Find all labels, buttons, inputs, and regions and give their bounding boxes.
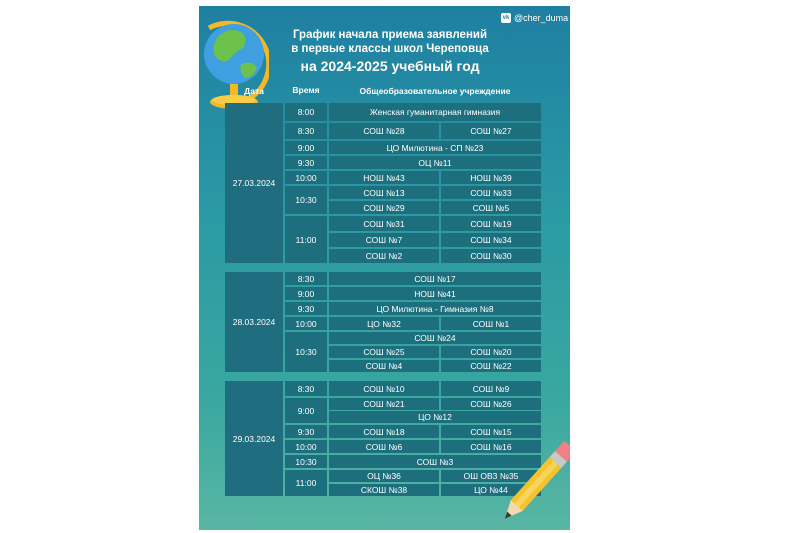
school-cell: СОШ №20 (441, 346, 541, 358)
school-cell: ЦО №44 (441, 484, 541, 496)
page-title (285, 28, 495, 75)
vk-icon: vk (502, 15, 510, 21)
school-cell: СОШ №6 (329, 440, 439, 453)
school-cell: СОШ №9 (441, 381, 541, 396)
time-cell: 10:30 (285, 186, 327, 214)
time-cell: 11:00 (285, 216, 327, 263)
school-cell: СОШ №7 (329, 233, 439, 247)
school-cell: СОШ №2 (329, 249, 439, 263)
school-cell: ОЦ №11 (329, 156, 541, 169)
school-cell: СОШ №22 (441, 360, 541, 372)
school-cell: СКОШ №38 (329, 484, 439, 496)
school-cell: СОШ №19 (441, 216, 541, 231)
time-cell: 9:00 (285, 287, 327, 300)
school-cell: СОШ №15 (441, 425, 541, 438)
time-cell: 10:00 (285, 171, 327, 184)
time-cell: 9:00 (285, 398, 327, 423)
time-cell: 9:30 (285, 156, 327, 169)
title-line-1: График начала приема заявлений (292, 29, 488, 41)
time-cell: 9:00 (285, 141, 327, 154)
school-cell: СОШ №4 (329, 360, 439, 372)
school-cell: ЦО Милютина - Гимназия №8 (329, 302, 541, 315)
globe-icon (199, 8, 269, 116)
school-cell: СОШ №25 (329, 346, 439, 358)
school-cell: ЦО №12 (329, 411, 541, 423)
time-cell: 8:30 (285, 272, 327, 285)
header-school: Общеобразовательное учреждение (359, 86, 511, 96)
school-cell: СОШ №33 (441, 186, 541, 199)
vk-handle-text: @cher_duma (514, 13, 569, 23)
school-cell: ЦО №32 (329, 317, 439, 330)
school-cell: ЦО Милютина - СП №23 (329, 141, 541, 154)
school-cell: СОШ №13 (329, 186, 439, 199)
school-cell: СОШ №34 (441, 233, 541, 247)
time-cell: 10:00 (285, 317, 327, 330)
school-cell: СОШ №28 (329, 123, 439, 139)
school-cell: СОШ №26 (441, 398, 541, 410)
schedule-poster (199, 6, 570, 530)
school-cell: СОШ №18 (329, 425, 439, 438)
school-cell: СОШ №29 (329, 201, 439, 214)
time-cell: 9:30 (285, 425, 327, 438)
date-cell: 29.03.2024 (225, 381, 283, 496)
time-cell: 11:00 (285, 470, 327, 496)
school-cell: НОШ №43 (329, 171, 439, 184)
school-cell: Женская гуманитарная гимназия (329, 103, 541, 121)
school-cell: СОШ №3 (329, 455, 541, 468)
title-line-3: на 2024-2025 учебный год (300, 58, 480, 74)
school-cell: СОШ №31 (329, 216, 439, 231)
school-cell: НОШ №39 (441, 171, 541, 184)
school-cell: СОШ №21 (329, 398, 439, 410)
title-line-2: в первые классы школ Череповца (291, 43, 489, 55)
school-cell: СОШ №5 (441, 201, 541, 214)
time-cell: 8:30 (285, 381, 327, 396)
school-cell: НОШ №41 (329, 287, 541, 300)
school-cell: СОШ №17 (329, 272, 541, 285)
school-cell: СОШ №1 (441, 317, 541, 330)
date-cell: 27.03.2024 (225, 103, 283, 263)
time-cell: 10:00 (285, 440, 327, 453)
school-cell: СОШ №24 (329, 332, 541, 344)
time-cell: 10:30 (285, 332, 327, 372)
pencil-icon (497, 438, 570, 530)
school-cell: СОШ №30 (441, 249, 541, 263)
school-cell: СОШ №10 (329, 381, 439, 396)
time-cell: 8:30 (285, 123, 327, 139)
vk-handle[interactable] (501, 13, 568, 23)
time-cell: 10:30 (285, 455, 327, 468)
time-cell: 9:30 (285, 302, 327, 315)
header-time: Время (292, 85, 320, 95)
date-cell: 28.03.2024 (225, 272, 283, 372)
school-cell: ОШ ОВЗ №35 (441, 470, 541, 482)
school-cell: СОШ №16 (441, 440, 541, 453)
school-cell: ОЦ №36 (329, 470, 439, 482)
header-date: Дата (244, 86, 264, 96)
school-cell: СОШ №27 (441, 123, 541, 139)
time-cell: 8:00 (285, 103, 327, 121)
